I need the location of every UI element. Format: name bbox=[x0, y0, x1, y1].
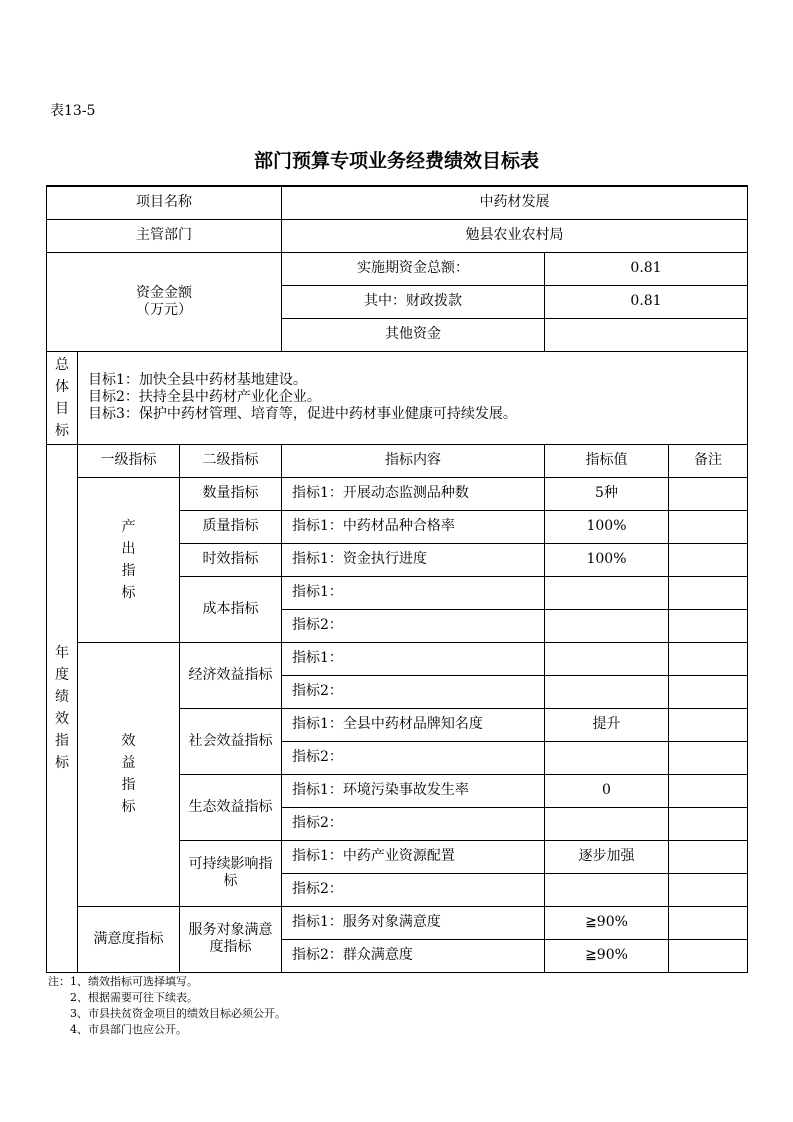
timeliness-indicator-label: 时效指标 bbox=[180, 543, 282, 576]
funds-total-label: 实施期资金总额： bbox=[282, 252, 545, 285]
output-indicators-label: 产出指标 bbox=[78, 477, 180, 642]
goal-line: 目标3：保护中药材管理、培育等，促进中药材事业健康可持续发展。 bbox=[88, 406, 517, 422]
social-benefit-value-1: 提升 bbox=[545, 708, 669, 741]
sustainable-impact-content-1: 指标1：中药产业资源配置 bbox=[282, 840, 545, 873]
value-cell bbox=[545, 642, 669, 675]
footnote: 4、市县部门也应公开。 bbox=[48, 1023, 187, 1036]
remark-cell bbox=[669, 840, 748, 873]
funds-label-line2: （万元） bbox=[136, 301, 192, 318]
remark-cell bbox=[669, 477, 748, 510]
header-level1: 一级指标 bbox=[78, 444, 180, 477]
goal-line: 目标2：扶持全县中药材产业化企业。 bbox=[88, 389, 321, 405]
satisfaction-value-1: ≧90% bbox=[545, 906, 669, 939]
remark-cell bbox=[669, 576, 748, 609]
quantity-indicator-content: 指标1：开展动态监测品种数 bbox=[282, 477, 545, 510]
value-cell bbox=[545, 807, 669, 840]
timeliness-indicator-value: 100% bbox=[545, 543, 669, 576]
quantity-indicator-value: 5种 bbox=[545, 477, 669, 510]
value-cell bbox=[545, 675, 669, 708]
satisfaction-value-2: ≧90% bbox=[545, 939, 669, 972]
department-label: 主管部门 bbox=[47, 219, 282, 252]
value-cell bbox=[545, 576, 669, 609]
remark-cell bbox=[669, 675, 748, 708]
funds-fiscal-label: 其中：财政拨款 bbox=[282, 285, 545, 318]
social-benefit-content-2: 指标2： bbox=[282, 741, 545, 774]
timeliness-indicator-content: 指标1：资金执行进度 bbox=[282, 543, 545, 576]
page-title: 部门预算专项业务经费绩效目标表 bbox=[253, 150, 539, 172]
footnote: 注：1、绩效指标可选择填写。 bbox=[48, 975, 198, 988]
ecological-benefit-content-2: 指标2： bbox=[282, 807, 545, 840]
satisfaction-indicators-label: 满意度指标 bbox=[78, 906, 180, 972]
cost-indicator-content-1: 指标1： bbox=[282, 576, 545, 609]
social-benefit-label: 社会效益指标 bbox=[180, 708, 282, 774]
sustainable-impact-label: 可持续影响指标 bbox=[180, 840, 282, 906]
department-value: 勉县农业农村局 bbox=[282, 219, 748, 252]
funds-other-value bbox=[545, 318, 748, 351]
annual-indicators-label: 年度绩效指标 bbox=[47, 444, 78, 972]
social-benefit-content-1: 指标1：全县中药材品牌知名度 bbox=[282, 708, 545, 741]
funds-other-label: 其他资金 bbox=[282, 318, 545, 351]
cost-indicator-content-2: 指标2： bbox=[282, 609, 545, 642]
remark-cell bbox=[669, 510, 748, 543]
header-remark: 备注 bbox=[669, 444, 748, 477]
satisfaction-content-1: 指标1：服务对象满意度 bbox=[282, 906, 545, 939]
project-name-value: 中药材发展 bbox=[282, 186, 748, 219]
quality-indicator-value: 100% bbox=[545, 510, 669, 543]
remark-cell bbox=[669, 708, 748, 741]
quality-indicator-content: 指标1：中药材品种合格率 bbox=[282, 510, 545, 543]
remark-cell bbox=[669, 906, 748, 939]
ecological-benefit-label: 生态效益指标 bbox=[180, 774, 282, 840]
document-number: 表13-5 bbox=[50, 103, 96, 119]
funds-label-line1: 资金金额 bbox=[136, 284, 192, 301]
performance-target-table bbox=[46, 185, 748, 973]
footnotes bbox=[48, 974, 286, 1038]
footnote: 3、市县扶贫资金项目的绩效目标必须公开。 bbox=[48, 1007, 286, 1020]
cost-indicator-label: 成本指标 bbox=[180, 576, 282, 642]
footnote: 2、根据需要可往下续表。 bbox=[48, 991, 198, 1004]
benefit-indicators-label: 效益指标 bbox=[78, 642, 180, 906]
value-cell bbox=[545, 873, 669, 906]
ecological-benefit-value-1: 0 bbox=[545, 774, 669, 807]
remark-cell bbox=[669, 543, 748, 576]
funds-label bbox=[47, 252, 282, 351]
sustainable-impact-content-2: 指标2： bbox=[282, 873, 545, 906]
overall-goal-label: 总体目标 bbox=[47, 351, 78, 444]
overall-goal-content bbox=[78, 351, 748, 444]
ecological-benefit-content-1: 指标1：环境污染事故发生率 bbox=[282, 774, 545, 807]
remark-cell bbox=[669, 609, 748, 642]
economic-benefit-content-2: 指标2： bbox=[282, 675, 545, 708]
header-level2: 二级指标 bbox=[180, 444, 282, 477]
service-satisfaction-label: 服务对象满意度指标 bbox=[180, 906, 282, 972]
economic-benefit-label: 经济效益指标 bbox=[180, 642, 282, 708]
header-value: 指标值 bbox=[545, 444, 669, 477]
value-cell bbox=[545, 741, 669, 774]
header-content: 指标内容 bbox=[282, 444, 545, 477]
remark-cell bbox=[669, 642, 748, 675]
remark-cell bbox=[669, 741, 748, 774]
remark-cell bbox=[669, 807, 748, 840]
funds-total-value: 0.81 bbox=[545, 252, 748, 285]
value-cell bbox=[545, 609, 669, 642]
funds-fiscal-value: 0.81 bbox=[545, 285, 748, 318]
economic-benefit-content-1: 指标1： bbox=[282, 642, 545, 675]
sustainable-impact-value-1: 逐步加强 bbox=[545, 840, 669, 873]
goal-line: 目标1：加快全县中药材基地建设。 bbox=[88, 372, 307, 388]
project-name-label: 项目名称 bbox=[47, 186, 282, 219]
quantity-indicator-label: 数量指标 bbox=[180, 477, 282, 510]
remark-cell bbox=[669, 774, 748, 807]
quality-indicator-label: 质量指标 bbox=[180, 510, 282, 543]
remark-cell bbox=[669, 939, 748, 972]
satisfaction-content-2: 指标2：群众满意度 bbox=[282, 939, 545, 972]
remark-cell bbox=[669, 873, 748, 906]
